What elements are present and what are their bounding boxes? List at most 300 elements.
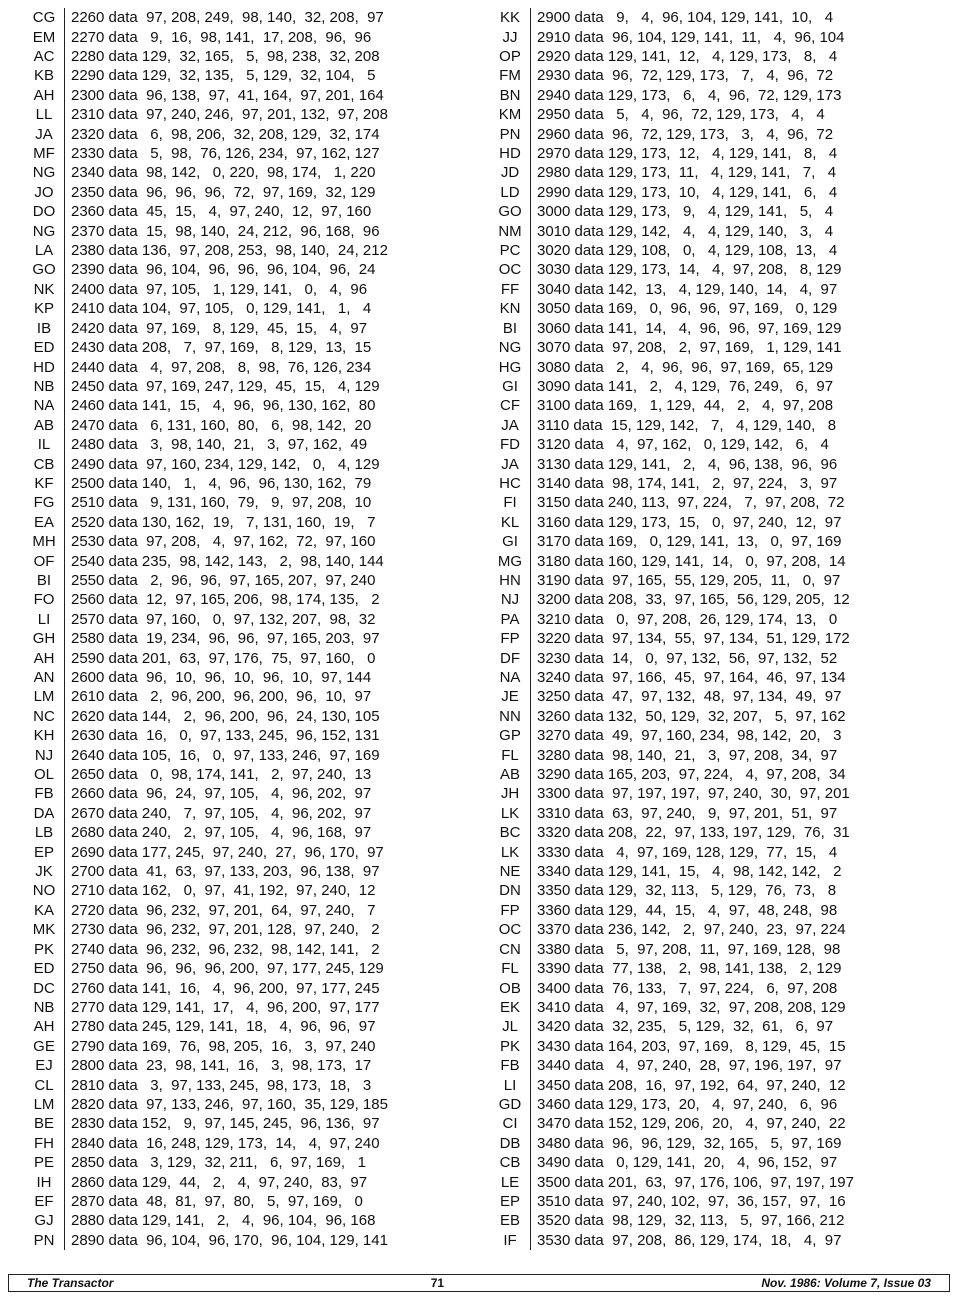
data-statement: 2840 data 16, 248, 129, 173, 14, 4, 97, 240 <box>71 1134 380 1152</box>
data-statement: 2770 data 129, 141, 17, 4, 96, 200, 97, 177 <box>71 998 380 1016</box>
data-statement: 2260 data 97, 208, 249, 98, 140, 32, 208, 97 <box>71 9 384 27</box>
data-statement: 2700 data 41, 63, 97, 133, 203, 96, 138, 97 <box>71 863 380 881</box>
data-statement: 3490 data 0, 129, 141, 20, 4, 96, 152, 97 <box>537 1154 838 1172</box>
listing-line <box>490 299 854 318</box>
listing-line <box>490 707 854 726</box>
data-statement: 3160 data 129, 173, 15, 0, 97, 240, 12, 97 <box>537 513 842 531</box>
data-statement: 3440 data 4, 97, 240, 28, 97, 196, 197, 97 <box>537 1057 842 1075</box>
listing-line <box>24 1211 388 1230</box>
checksum-code: EJ <box>24 1056 65 1075</box>
data-statement: 2900 data 9, 4, 96, 104, 129, 141, 10, 4 <box>537 9 834 27</box>
checksum-code: FI <box>490 493 531 512</box>
data-statement: 2880 data 129, 141, 2, 4, 96, 104, 96, 168 <box>71 1212 376 1230</box>
checksum-code: FL <box>490 745 531 764</box>
listing-line <box>490 396 854 415</box>
data-statement: 3480 data 96, 96, 129, 32, 165, 5, 97, 169 <box>537 1134 842 1152</box>
listing-line <box>24 66 388 85</box>
listing-line <box>490 416 854 435</box>
checksum-code: KK <box>490 8 531 27</box>
listing-line <box>490 144 854 163</box>
data-statement: 3410 data 4, 97, 169, 32, 97, 208, 208, 129 <box>537 998 846 1016</box>
listing-column-right <box>490 8 854 1250</box>
listing-line <box>490 47 854 66</box>
data-statement: 3080 data 2, 4, 96, 96, 97, 169, 65, 129 <box>537 358 834 376</box>
checksum-code: AH <box>24 86 65 105</box>
checksum-code: DA <box>24 804 65 823</box>
data-statement: 2790 data 169, 76, 98, 205, 16, 3, 97, 240 <box>71 1037 376 1055</box>
data-statement: 3220 data 97, 134, 55, 97, 134, 51, 129, 172 <box>537 630 850 648</box>
listing-line <box>24 1075 388 1094</box>
checksum-code: LA <box>24 241 65 260</box>
data-statement: 2380 data 136, 97, 208, 253, 98, 140, 24, 212 <box>71 242 388 260</box>
data-statement: 2690 data 177, 245, 97, 240, 27, 96, 170, 97 <box>71 843 384 861</box>
listing-line <box>490 804 854 823</box>
checksum-code: JD <box>490 163 531 182</box>
data-statement: 3020 data 129, 108, 0, 4, 129, 108, 13, 4 <box>537 242 838 260</box>
data-statement: 2320 data 6, 98, 206, 32, 208, 129, 32, 174 <box>71 125 380 143</box>
checksum-code: AN <box>24 668 65 687</box>
listing-line <box>24 377 388 396</box>
listing-line <box>24 124 388 143</box>
data-statement: 3000 data 129, 173, 9, 4, 129, 141, 5, 4 <box>537 203 834 221</box>
data-statement: 3140 data 98, 174, 141, 2, 97, 224, 3, 97 <box>537 474 838 492</box>
listing-line <box>490 260 854 279</box>
listing-line <box>24 726 388 745</box>
listing-line <box>490 765 854 784</box>
listing-line <box>490 959 854 978</box>
listing-line <box>490 124 854 143</box>
listing-line <box>24 1172 388 1191</box>
listing-line <box>24 1153 388 1172</box>
listing-line <box>490 66 854 85</box>
listing-line <box>490 862 854 881</box>
checksum-code: LK <box>490 804 531 823</box>
data-statement: 2450 data 97, 169, 247, 129, 45, 15, 4, 129 <box>71 377 380 395</box>
data-statement: 3240 data 97, 166, 45, 97, 164, 46, 97, 134 <box>537 669 846 687</box>
data-statement: 2780 data 245, 129, 141, 18, 4, 96, 96, 97 <box>71 1018 376 1036</box>
listing-column-left <box>24 8 388 1250</box>
data-statement: 2860 data 129, 44, 2, 4, 97, 240, 83, 97 <box>71 1173 368 1191</box>
listing-line <box>490 998 854 1017</box>
data-statement: 3110 data 15, 129, 142, 7, 4, 129, 140, 8 <box>537 416 837 434</box>
data-statement: 2590 data 201, 63, 97, 176, 75, 97, 160, 0 <box>71 649 376 667</box>
checksum-code: LD <box>490 183 531 202</box>
listing-line <box>490 86 854 105</box>
checksum-code: FB <box>24 784 65 803</box>
data-statement: 3270 data 49, 97, 160, 234, 98, 142, 20, 3 <box>537 727 842 745</box>
data-statement: 3390 data 77, 138, 2, 98, 141, 138, 2, 129 <box>537 960 842 978</box>
data-statement: 3060 data 141, 14, 4, 96, 96, 97, 169, 129 <box>537 319 842 337</box>
checksum-code: NJ <box>24 745 65 764</box>
data-statement: 3400 data 76, 133, 7, 97, 224, 6, 97, 208 <box>537 979 838 997</box>
listing-line <box>24 47 388 66</box>
checksum-code: PE <box>24 1153 65 1172</box>
data-statement: 3170 data 169, 0, 129, 141, 13, 0, 97, 169 <box>537 533 842 551</box>
data-statement: 3050 data 169, 0, 96, 96, 97, 169, 0, 129 <box>537 300 838 318</box>
listing-line <box>490 629 854 648</box>
issue-info: Nov. 1986: Volume 7, Issue 03 <box>761 1276 931 1290</box>
data-statement: 2620 data 144, 2, 96, 200, 96, 24, 130, 105 <box>71 707 380 725</box>
checksum-code: PA <box>490 610 531 629</box>
checksum-code: JA <box>490 416 531 435</box>
data-statement: 2810 data 3, 97, 133, 245, 98, 173, 18, 3 <box>71 1076 372 1094</box>
checksum-code: OC <box>490 260 531 279</box>
data-statement: 2820 data 97, 133, 246, 97, 160, 35, 129, 185 <box>71 1095 388 1113</box>
listing-line <box>24 1231 388 1250</box>
checksum-code: NJ <box>490 590 531 609</box>
listing-line <box>490 668 854 687</box>
checksum-code: LB <box>24 823 65 842</box>
listing-line <box>24 338 388 357</box>
data-statement: 2610 data 2, 96, 200, 96, 200, 96, 10, 97 <box>71 688 372 706</box>
listing-line <box>490 551 854 570</box>
data-statement: 2460 data 141, 15, 4, 96, 96, 130, 162, 80 <box>71 397 376 415</box>
listing-line <box>24 707 388 726</box>
listing-line <box>490 1134 854 1153</box>
listing-line <box>490 610 854 629</box>
listing-line <box>490 435 854 454</box>
data-statement: 2290 data 129, 32, 135, 5, 129, 32, 104, 5 <box>71 67 376 85</box>
checksum-code: EP <box>490 1192 531 1211</box>
data-statement: 2560 data 12, 97, 165, 206, 98, 174, 135, 2 <box>71 591 380 609</box>
data-statement: 2570 data 97, 160, 0, 97, 132, 207, 98, 32 <box>71 610 376 628</box>
data-statement: 3530 data 97, 208, 86, 129, 174, 18, 4, 97 <box>537 1231 842 1249</box>
data-statement: 3090 data 141, 2, 4, 129, 76, 249, 6, 97 <box>537 377 834 395</box>
listing-line <box>24 357 388 376</box>
checksum-code: AH <box>24 648 65 667</box>
checksum-code: FP <box>490 901 531 920</box>
listing-line <box>24 571 388 590</box>
listing-line <box>490 377 854 396</box>
data-statement: 2670 data 240, 7, 97, 105, 4, 96, 202, 97 <box>71 804 372 822</box>
checksum-code: EF <box>24 1192 65 1211</box>
checksum-code: MF <box>24 144 65 163</box>
listing-line <box>24 163 388 182</box>
checksum-code: CB <box>490 1153 531 1172</box>
checksum-code: GJ <box>24 1211 65 1230</box>
data-statement: 2830 data 152, 9, 97, 145, 245, 96, 136, 97 <box>71 1115 380 1133</box>
listing-line <box>24 1095 388 1114</box>
checksum-code: NN <box>490 707 531 726</box>
data-statement: 3460 data 129, 173, 20, 4, 97, 240, 6, 96 <box>537 1095 838 1113</box>
data-statement: 3320 data 208, 22, 97, 133, 197, 129, 76, 31 <box>537 824 850 842</box>
listing-line <box>490 532 854 551</box>
listing-line <box>490 1172 854 1191</box>
checksum-code: KP <box>24 299 65 318</box>
checksum-code: HD <box>490 144 531 163</box>
data-statement: 2920 data 129, 141, 12, 4, 129, 173, 8, 4 <box>537 48 838 66</box>
checksum-code: CL <box>24 1075 65 1094</box>
page-footer <box>8 1274 950 1292</box>
data-statement: 2310 data 97, 240, 246, 97, 201, 132, 97, 208 <box>71 106 388 124</box>
checksum-code: FB <box>490 1056 531 1075</box>
listing-line <box>490 1037 854 1056</box>
checksum-code: GO <box>490 202 531 221</box>
listing-line <box>490 1153 854 1172</box>
data-statement: 3510 data 97, 240, 102, 97, 36, 157, 97, 16 <box>537 1192 846 1210</box>
data-statement: 3340 data 129, 141, 15, 4, 98, 142, 142, 2 <box>537 863 842 881</box>
checksum-code: NG <box>24 221 65 240</box>
data-statement: 2730 data 96, 232, 97, 201, 128, 97, 240, 2 <box>71 921 380 939</box>
checksum-code: GD <box>490 1095 531 1114</box>
checksum-code: NK <box>24 280 65 299</box>
listing-line <box>490 590 854 609</box>
data-statement: 2650 data 0, 98, 174, 141, 2, 97, 240, 13 <box>71 766 372 784</box>
listing-line <box>24 687 388 706</box>
checksum-code: JK <box>24 862 65 881</box>
data-statement: 2680 data 240, 2, 97, 105, 4, 96, 168, 97 <box>71 824 372 842</box>
checksum-code: IL <box>24 435 65 454</box>
data-statement: 3360 data 129, 44, 15, 4, 97, 48, 248, 98 <box>537 901 838 919</box>
listing-line <box>490 8 854 27</box>
listing-line <box>24 610 388 629</box>
data-statement: 2280 data 129, 32, 165, 5, 98, 238, 32, 208 <box>71 48 380 66</box>
checksum-code: MH <box>24 532 65 551</box>
listing-line <box>490 105 854 124</box>
data-statement: 2470 data 6, 131, 160, 80, 6, 98, 142, 20 <box>71 416 372 434</box>
listing-line <box>490 1211 854 1230</box>
data-statement: 2390 data 96, 104, 96, 96, 96, 104, 96, 24 <box>71 261 376 279</box>
data-statement: 3290 data 165, 203, 97, 224, 4, 97, 208, 34 <box>537 766 846 784</box>
data-statement: 2350 data 96, 96, 96, 72, 97, 169, 32, 129 <box>71 183 376 201</box>
listing-line <box>24 901 388 920</box>
checksum-code: HD <box>24 357 65 376</box>
checksum-code: OF <box>24 551 65 570</box>
checksum-code: JA <box>490 454 531 473</box>
listing-line <box>490 571 854 590</box>
data-statement: 2870 data 48, 81, 97, 80, 5, 97, 169, 0 <box>71 1192 363 1210</box>
publication-name: The Transactor <box>27 1276 114 1290</box>
checksum-code: EB <box>490 1211 531 1230</box>
checksum-code: NG <box>24 163 65 182</box>
data-statement: 2890 data 96, 104, 96, 170, 96, 104, 129, 141 <box>71 1231 388 1249</box>
data-statement: 3370 data 236, 142, 2, 97, 240, 23, 97, 224 <box>537 921 846 939</box>
data-statement: 2720 data 96, 232, 97, 201, 64, 97, 240, 7 <box>71 901 376 919</box>
listing-line <box>490 784 854 803</box>
data-statement: 2950 data 5, 4, 96, 72, 129, 173, 4, 4 <box>537 106 825 124</box>
data-statement: 2420 data 97, 169, 8, 129, 45, 15, 4, 97 <box>71 319 368 337</box>
listing-line <box>490 241 854 260</box>
data-statement: 2630 data 16, 0, 97, 133, 245, 96, 152, 131 <box>71 727 380 745</box>
listing-line <box>24 86 388 105</box>
checksum-code: AB <box>490 765 531 784</box>
listing-line <box>24 745 388 764</box>
data-statement: 3470 data 152, 129, 206, 20, 4, 97, 240, 22 <box>537 1115 846 1133</box>
checksum-code: EA <box>24 513 65 532</box>
data-statement: 2430 data 208, 7, 97, 169, 8, 129, 13, 15 <box>71 339 372 357</box>
checksum-code: NA <box>24 396 65 415</box>
data-statement: 2400 data 97, 105, 1, 129, 141, 0, 4, 96 <box>71 280 368 298</box>
checksum-code: KF <box>24 474 65 493</box>
data-statement: 2500 data 140, 1, 4, 96, 96, 130, 162, 79 <box>71 474 372 492</box>
checksum-code: BN <box>490 86 531 105</box>
listing-line <box>490 163 854 182</box>
data-statement: 2990 data 129, 173, 10, 4, 129, 141, 6, 4 <box>537 183 838 201</box>
listing-line <box>490 202 854 221</box>
listing-line <box>490 1095 854 1114</box>
checksum-code: FL <box>490 959 531 978</box>
checksum-code: KA <box>24 901 65 920</box>
data-statement: 3250 data 47, 97, 132, 48, 97, 134, 49, 97 <box>537 688 842 706</box>
checksum-code: NM <box>490 221 531 240</box>
checksum-code: BI <box>490 319 531 338</box>
checksum-code: FD <box>490 435 531 454</box>
data-statement: 2270 data 9, 16, 98, 141, 17, 208, 96, 96 <box>71 28 372 46</box>
listing-line <box>490 726 854 745</box>
data-statement: 2980 data 129, 173, 11, 4, 129, 141, 7, 4 <box>537 164 837 182</box>
listing-line <box>490 901 854 920</box>
checksum-code: DN <box>490 881 531 900</box>
checksum-code: PN <box>24 1231 65 1250</box>
listing-line <box>24 804 388 823</box>
checksum-code: AB <box>24 416 65 435</box>
checksum-code: BE <box>24 1114 65 1133</box>
data-statement: 3260 data 132, 50, 129, 32, 207, 5, 97, 162 <box>537 707 846 725</box>
checksum-code: JA <box>24 124 65 143</box>
listing-line <box>24 241 388 260</box>
checksum-code: KN <box>490 299 531 318</box>
data-statement: 2660 data 96, 24, 97, 105, 4, 96, 202, 97 <box>71 785 372 803</box>
checksum-code: DC <box>24 978 65 997</box>
checksum-code: IH <box>24 1172 65 1191</box>
listing-line <box>24 493 388 512</box>
listing-line <box>24 319 388 338</box>
checksum-code: PK <box>24 940 65 959</box>
data-statement: 3150 data 240, 113, 97, 224, 7, 97, 208, 72 <box>537 494 845 512</box>
checksum-code: ED <box>24 959 65 978</box>
listing-line <box>24 629 388 648</box>
checksum-code: FF <box>490 280 531 299</box>
data-statement: 2440 data 4, 97, 208, 8, 98, 76, 126, 234 <box>71 358 372 376</box>
data-statement: 3310 data 63, 97, 240, 9, 97, 201, 51, 97 <box>537 804 838 822</box>
listing-line <box>490 183 854 202</box>
listing-line <box>490 687 854 706</box>
checksum-code: PK <box>490 1037 531 1056</box>
checksum-code: OC <box>490 920 531 939</box>
listing-line <box>490 474 854 493</box>
checksum-code: HG <box>490 357 531 376</box>
data-statement: 2740 data 96, 232, 96, 232, 98, 142, 141, 2 <box>71 940 380 958</box>
checksum-code: NB <box>24 377 65 396</box>
data-statement: 3280 data 98, 140, 21, 3, 97, 208, 34, 97 <box>537 746 838 764</box>
listing-line <box>24 648 388 667</box>
listing-line <box>24 881 388 900</box>
data-statement: 3430 data 164, 203, 97, 169, 8, 129, 45, 15 <box>537 1037 846 1055</box>
listing-line <box>24 202 388 221</box>
listing-line <box>24 978 388 997</box>
checksum-code: JL <box>490 1017 531 1036</box>
data-statement: 2600 data 96, 10, 96, 10, 96, 10, 97, 144 <box>71 669 372 687</box>
checksum-code: GE <box>24 1037 65 1056</box>
data-statement: 3380 data 5, 97, 208, 11, 97, 169, 128, 98 <box>537 940 841 958</box>
listing-line <box>490 1075 854 1094</box>
listing-line <box>490 280 854 299</box>
listing-line <box>24 1134 388 1153</box>
listing-line <box>490 881 854 900</box>
checksum-code: FG <box>24 493 65 512</box>
page-number: 71 <box>430 1276 445 1290</box>
checksum-code: ED <box>24 338 65 357</box>
checksum-code: FM <box>490 66 531 85</box>
listing-line <box>490 978 854 997</box>
checksum-code: GO <box>24 260 65 279</box>
data-statement: 3450 data 208, 16, 97, 192, 64, 97, 240, 12 <box>537 1076 846 1094</box>
listing-line <box>24 784 388 803</box>
data-statement: 2370 data 15, 98, 140, 24, 212, 96, 168, 96 <box>71 222 380 240</box>
listing-line <box>24 862 388 881</box>
data-statement: 3100 data 169, 1, 129, 44, 2, 4, 97, 208 <box>537 397 834 415</box>
checksum-code: MG <box>490 551 531 570</box>
listing-line <box>490 493 854 512</box>
data-statement: 2710 data 162, 0, 97, 41, 192, 97, 240, 12 <box>71 882 376 900</box>
listing-line <box>490 221 854 240</box>
listing-line <box>24 1114 388 1133</box>
data-statement: 3520 data 98, 129, 32, 113, 5, 97, 166, 212 <box>537 1212 845 1230</box>
data-statement: 2960 data 96, 72, 129, 173, 3, 4, 96, 72 <box>537 125 834 143</box>
data-statement: 2760 data 141, 16, 4, 96, 200, 97, 177, 245 <box>71 979 380 997</box>
data-statement: 3120 data 4, 97, 162, 0, 129, 142, 6, 4 <box>537 436 829 454</box>
listing-line <box>24 435 388 454</box>
listing-line <box>24 668 388 687</box>
listing-line <box>24 260 388 279</box>
checksum-code: PC <box>490 241 531 260</box>
data-statement: 2640 data 105, 16, 0, 97, 133, 246, 97, 169 <box>71 746 380 764</box>
listing-line <box>24 454 388 473</box>
listing-line <box>24 144 388 163</box>
data-statement: 3200 data 208, 33, 97, 165, 56, 129, 205, 12 <box>537 591 850 609</box>
listing-line <box>490 823 854 842</box>
checksum-code: NC <box>24 707 65 726</box>
listing-line <box>24 513 388 532</box>
checksum-code: KM <box>490 105 531 124</box>
checksum-code: JO <box>24 183 65 202</box>
listing-line <box>24 1017 388 1036</box>
data-statement: 2300 data 96, 138, 97, 41, 164, 97, 201, 164 <box>71 86 384 104</box>
listing-line <box>490 338 854 357</box>
checksum-code: OB <box>490 978 531 997</box>
listing-line <box>24 280 388 299</box>
data-statement: 3420 data 32, 235, 5, 129, 32, 61, 6, 97 <box>537 1018 834 1036</box>
listing-line <box>24 474 388 493</box>
listing-line <box>490 1231 854 1250</box>
listing-line <box>24 823 388 842</box>
data-statement: 3300 data 97, 197, 197, 97, 240, 30, 97, 201 <box>537 785 850 803</box>
checksum-code: LL <box>24 105 65 124</box>
data-statement: 2970 data 129, 173, 12, 4, 129, 141, 8, 4 <box>537 145 838 163</box>
checksum-code: NB <box>24 998 65 1017</box>
data-statement: 3330 data 4, 97, 169, 128, 129, 77, 15, 4 <box>537 843 838 861</box>
listing-line <box>24 1192 388 1211</box>
listing-line <box>24 998 388 1017</box>
listing-line <box>24 959 388 978</box>
checksum-code: FP <box>490 629 531 648</box>
data-statement: 2480 data 3, 98, 140, 21, 3, 97, 162, 49 <box>71 436 368 454</box>
checksum-code: JH <box>490 784 531 803</box>
data-statement: 2550 data 2, 96, 96, 97, 165, 207, 97, 240 <box>71 571 376 589</box>
listing-line <box>24 920 388 939</box>
listing-line <box>24 299 388 318</box>
listing-line <box>490 27 854 46</box>
data-statement: 3210 data 0, 97, 208, 26, 129, 174, 13, 0 <box>537 610 838 628</box>
listing-line <box>24 221 388 240</box>
checksum-code: CB <box>24 454 65 473</box>
checksum-code: GP <box>490 726 531 745</box>
data-statement: 3030 data 129, 173, 14, 4, 97, 208, 8, 129 <box>537 261 842 279</box>
data-statement: 2850 data 3, 129, 32, 211, 6, 97, 169, 1 <box>71 1154 366 1172</box>
listing-line <box>24 416 388 435</box>
checksum-code: KB <box>24 66 65 85</box>
checksum-code: CF <box>490 396 531 415</box>
